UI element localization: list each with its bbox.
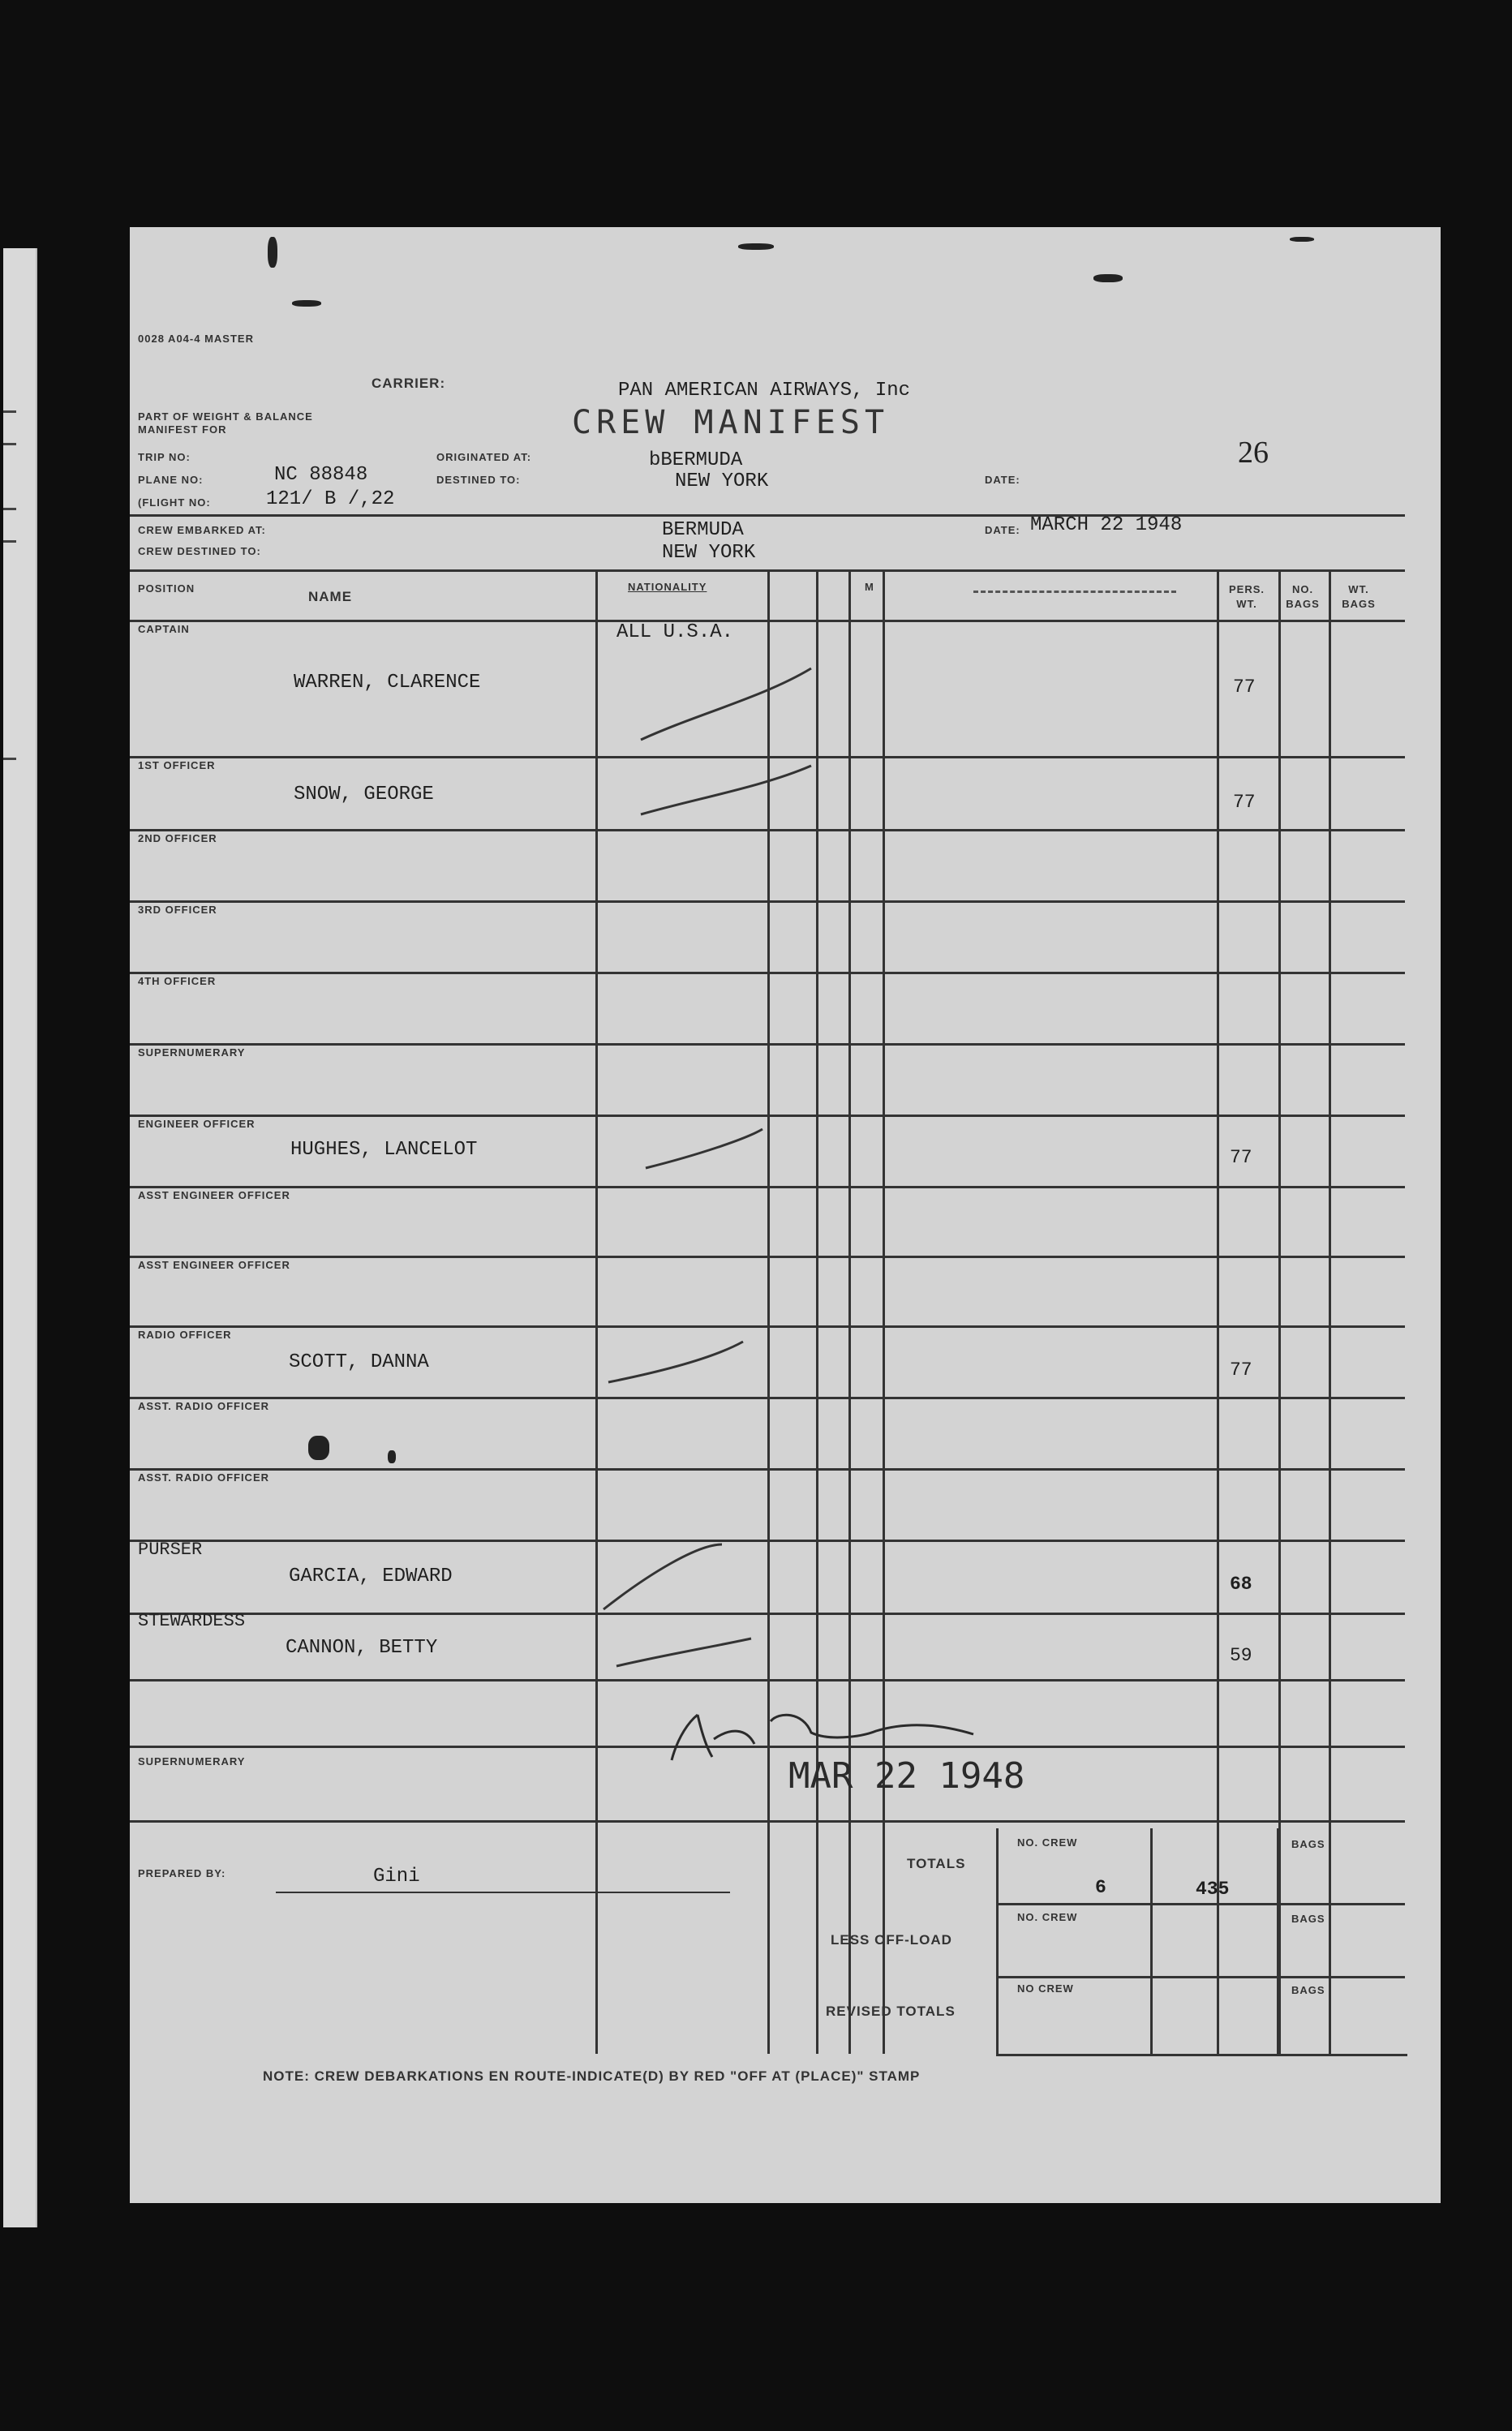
- ditto-stroke: [641, 668, 811, 740]
- page-number: 26: [1238, 436, 1269, 470]
- row-weight: 59: [1230, 1645, 1252, 1666]
- strip-mark: [3, 540, 16, 543]
- row-nationality: ALL U.S.A.: [616, 621, 734, 643]
- row-name: GARCIA, EDWARD: [289, 1566, 453, 1587]
- row-position: ASST ENGINEER OFFICER: [138, 1189, 290, 1201]
- revised-totals-label: REVISED TOTALS: [826, 2004, 956, 2019]
- totals-divider: [1277, 1828, 1279, 2054]
- row-position: ASST. RADIO OFFICER: [138, 1400, 270, 1412]
- row-position: 1ST OFFICER: [138, 759, 216, 771]
- col-nationality: NATIONALITY: [628, 581, 707, 593]
- less-offload-label: LESS OFF-LOAD: [831, 1932, 952, 1948]
- flight-number: 121/ B /,22: [266, 488, 395, 510]
- strip-mark: [3, 508, 16, 510]
- row-position: ASST ENGINEER OFFICER: [138, 1259, 290, 1271]
- totals-rule: [996, 1903, 1405, 1905]
- date2-label: DATE:: [985, 524, 1020, 536]
- strip-mark: [3, 443, 16, 445]
- film-strip: [3, 248, 37, 2227]
- ditto-stroke: [646, 1129, 762, 1168]
- col-m: M: [865, 581, 874, 593]
- row-position: PURSER: [138, 1540, 203, 1560]
- row-position: STEWARDESS: [138, 1611, 246, 1631]
- carrier-label: CARRIER:: [372, 376, 446, 391]
- row-position: RADIO OFFICER: [138, 1329, 232, 1341]
- col-name: NAME: [308, 589, 353, 604]
- crew-embarked-label: CREW EMBARKED AT:: [138, 524, 266, 536]
- col-position: POSITION: [138, 582, 195, 595]
- row-position: SUPERNUMERARY: [138, 1046, 246, 1059]
- crew-destined-label: CREW DESTINED TO:: [138, 545, 261, 557]
- row-weight: 68: [1230, 1574, 1252, 1595]
- row-position: ASST. RADIO OFFICER: [138, 1471, 270, 1484]
- strip-mark: [3, 758, 16, 760]
- date-stamp: MAR 22 1948: [788, 1755, 1025, 1797]
- totals-rule: [996, 1976, 1405, 1978]
- bags-label: BAGS: [1291, 1984, 1325, 1996]
- strip-mark: [3, 410, 16, 413]
- row-name: SNOW, GEORGE: [294, 784, 434, 805]
- flight-label: (FLIGHT NO:: [138, 496, 211, 509]
- part-of-label: PART OF WEIGHT & BALANCE MANIFEST FOR: [138, 410, 313, 436]
- row-position: CAPTAIN: [138, 623, 190, 635]
- bags-label: BAGS: [1291, 1913, 1325, 1925]
- totals-box: [996, 1828, 1407, 2056]
- no-crew-label: NO CREW: [1017, 1982, 1074, 1995]
- plane-label: PLANE NO:: [138, 474, 204, 486]
- destined-value: NEW YORK: [675, 470, 769, 492]
- ditto-stroke: [616, 1639, 751, 1666]
- totals-divider: [1150, 1828, 1153, 2054]
- row-name: HUGHES, LANCELOT: [290, 1139, 478, 1161]
- bags-label: BAGS: [1291, 1838, 1325, 1850]
- no-crew-label: NO. CREW: [1017, 1836, 1078, 1849]
- totals-label: TOTALS: [907, 1856, 966, 1871]
- ditto-stroke: [604, 1544, 722, 1609]
- prepared-by-value: Gini: [373, 1866, 420, 1888]
- date-label: DATE:: [985, 474, 1020, 486]
- row-position: 2ND OFFICER: [138, 832, 217, 844]
- row-weight: 77: [1230, 1359, 1252, 1381]
- carrier-name: PAN AMERICAN AIRWAYS, Inc: [618, 380, 911, 402]
- prepared-underline: [276, 1892, 730, 1893]
- col-wt-bags: WT. BAGS: [1342, 583, 1376, 610]
- page-title: CREW MANIFEST: [572, 404, 890, 441]
- crew-destined-value: NEW YORK: [662, 542, 756, 564]
- form-id: 0028 A04-4 MASTER: [138, 333, 254, 345]
- total-crew: 6: [1095, 1877, 1106, 1898]
- trip-label: TRIP NO:: [138, 451, 191, 463]
- row-name: CANNON, BETTY: [286, 1637, 438, 1659]
- destined-label: DESTINED TO:: [436, 474, 521, 486]
- row-position: 4TH OFFICER: [138, 975, 217, 987]
- row-weight: 77: [1233, 792, 1256, 813]
- row-position: ENGINEER OFFICER: [138, 1118, 256, 1130]
- row-position: SUPERNUMERARY: [138, 1755, 246, 1767]
- row-position: 3RD OFFICER: [138, 904, 217, 916]
- row-name: SCOTT, DANNA: [289, 1351, 429, 1373]
- date2-value: MARCH 22 1948: [1030, 514, 1183, 536]
- prepared-label: PREPARED BY:: [138, 1867, 226, 1879]
- originated-label: ORIGINATED AT:: [436, 451, 532, 463]
- row-weight: 77: [1233, 676, 1256, 698]
- manifest-page: [130, 227, 1441, 2203]
- crew-embarked-value: BERMUDA: [662, 519, 744, 541]
- no-crew-label: NO. CREW: [1017, 1911, 1078, 1923]
- signature-icon: [672, 1715, 973, 1760]
- total-weight: 435: [1196, 1879, 1230, 1900]
- col-no-bags: NO. BAGS: [1286, 583, 1320, 610]
- plane-number: NC 88848: [274, 464, 368, 486]
- ditto-stroke: [608, 1342, 743, 1382]
- row-name: WARREN, CLARENCE: [294, 672, 481, 694]
- footer-note: NOTE: CREW DEBARKATIONS EN ROUTE-INDICATE(D) BY RED "OFF AT (PLACE)" STAMP: [263, 2068, 921, 2084]
- col-pers-wt: PERS. WT.: [1228, 583, 1265, 610]
- ditto-stroke: [641, 766, 811, 814]
- row-weight: 77: [1230, 1147, 1252, 1168]
- originated-value: bBERMUDA: [649, 449, 743, 471]
